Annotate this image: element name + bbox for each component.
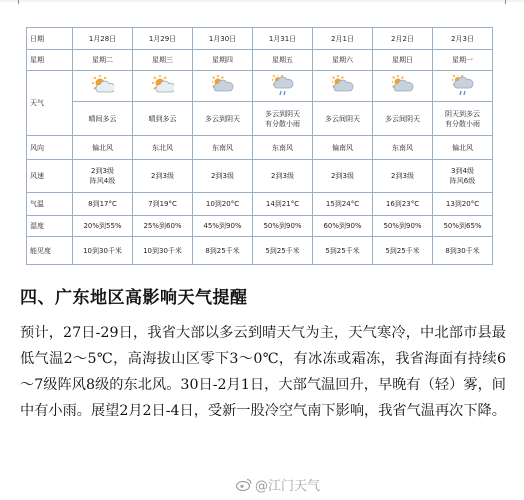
weather-icon-cell [73,71,133,102]
humidity-cell: 60%到90% [313,216,373,237]
wind-direction-cell: 东南风 [253,136,313,160]
temperature-row-label: 气温 [27,193,73,216]
wind-direction-cell: 东北风 [133,136,193,160]
weather-desc-cell-line: 多云间阴天 [325,114,360,123]
wind-speed-cell-line: 2到3级 [271,172,294,180]
date-cell: 2月2日 [373,28,433,50]
cloud-rain-icon [452,75,474,97]
date-row-label: 日期 [27,28,73,50]
weekday-cell: 星期一 [433,50,493,71]
wind-speed-cell-line: 2到3级 [211,172,234,180]
date-cell: 2月3日 [433,28,493,50]
temperature-cell: 8到17°C [73,193,133,216]
weibo-watermark [236,475,320,494]
humidity-cell: 50%到90% [373,216,433,237]
visibility-row [27,237,493,265]
weather-icon-cell [193,71,253,102]
weather-row-label: 天气 [27,71,73,136]
humidity-cell: 45%到90% [193,216,253,237]
weather-desc-cell-line: 有分散小雨 [445,119,480,128]
temperature-cell: 15到24°C [313,193,373,216]
humidity-cell: 20%到55% [73,216,133,237]
cloud-sun-icon [212,75,234,97]
weather-desc-cell-line: 有分散小雨 [265,119,300,128]
wind-direction-row [27,136,493,160]
weather-desc-cell [73,102,133,136]
date-cell: 1月31日 [253,28,313,50]
cloud-rain-icon [272,75,294,97]
visibility-cell: 5到25千米 [313,237,373,265]
wind-speed-cell [253,160,313,193]
weekday-cell: 星期二 [73,50,133,71]
wind-speed-cell-line: 2到3级 [91,167,114,175]
weather-icon-cell [253,71,313,102]
weather-desc-cell [433,102,493,136]
weather-desc-cell-line: 多云间阴天 [385,114,420,123]
wind-speed-cell [193,160,253,193]
date-cell: 1月28日 [73,28,133,50]
weekday-cell: 星期六 [313,50,373,71]
weather-desc-cell-line: 阴天到多云 [445,109,480,118]
weather-desc-cell [193,102,253,136]
weather-desc-cell-line: 晴间多云 [88,114,117,123]
cloud-sun-icon [332,75,354,97]
forecast-paragraph: 预计，27日-29日，我省大部以多云到晴天气为主，天气寒冷，中北部市县最低气温2～5℃，高海拔山区零下3～0℃，有冰冻或霜冻，我省海面有持续6～7级阵风8级的东北风。30日-2月1日，大部气温回升，早晚有（轻）雾，间中有小雨。展望2月2日-4日，受新一股冷空气南下影响，我省气温再次下降。 [20,325,506,419]
watermark-text: @江门天气 [255,479,321,494]
weekday-cell: 星期五 [253,50,313,71]
humidity-row [27,216,493,237]
section-heading: 四、广东地区高影响天气提醒 [20,288,248,308]
crop-mark-right [505,0,506,4]
visibility-cell: 10到30千米 [133,237,193,265]
temperature-cell: 13到20°C [433,193,493,216]
weather-desc-cell-line: 多云到阴天 [205,114,240,123]
wind-direction-cell: 东南风 [373,136,433,160]
wind-speed-cell-line: 2到3级 [151,172,174,180]
weekday-row [27,50,493,71]
wind-direction-cell: 偏北风 [433,136,493,160]
weather-icon-cell [133,71,193,102]
visibility-cell: 10到30千米 [73,237,133,265]
temperature-cell: 16到23°C [373,193,433,216]
wind-speed-row-label: 风速 [27,160,73,193]
weather-icon-cell [313,71,373,102]
visibility-cell: 8到25千米 [193,237,253,265]
visibility-cell: 5到25千米 [253,237,313,265]
wind-speed-cell-line: 2到3级 [331,172,354,180]
sun-cloud-icon [92,75,114,97]
temperature-cell: 14到21°C [253,193,313,216]
weekday-cell: 星期日 [373,50,433,71]
humidity-cell: 50%到65% [433,216,493,237]
temperature-cell: 7到19°C [133,193,193,216]
weather-desc-cell [253,102,313,136]
weather-forecast-table [26,27,493,265]
cloud-sun-icon [392,75,414,97]
wind-direction-cell: 东南风 [193,136,253,160]
weekday-cell: 星期三 [133,50,193,71]
weather-icon-cell [373,71,433,102]
weather-desc-cell [373,102,433,136]
temperature-row [27,193,493,216]
wind-speed-cell [133,160,193,193]
date-cell: 1月30日 [193,28,253,50]
date-cell: 2月1日 [313,28,373,50]
weather-desc-cell-line: 晴到多云 [148,114,177,123]
wind-speed-cell [373,160,433,193]
wind-direction-cell: 偏南风 [313,136,373,160]
wind-speed-cell-line: 阵风4级 [89,177,116,185]
weather-icon-row [27,71,493,102]
visibility-row-label: 能见度 [27,237,73,265]
crop-mark-left [18,0,19,4]
weather-desc-cell [313,102,373,136]
sun-cloud-icon [152,75,174,97]
wind-direction-row-label: 风向 [27,136,73,160]
weather-desc-row [27,102,493,136]
humidity-row-label: 湿度 [27,216,73,237]
date-cell: 1月29日 [133,28,193,50]
wind-speed-cell [73,160,133,193]
humidity-cell: 50%到90% [253,216,313,237]
humidity-cell: 25%到60% [133,216,193,237]
wind-speed-cell-line: 阵风6级 [449,177,476,185]
temperature-cell: 10到20°C [193,193,253,216]
date-row [27,28,493,50]
weather-icon-cell [433,71,493,102]
wind-speed-cell-line: 3到4级 [451,167,474,175]
wind-speed-cell [433,160,493,193]
weather-desc-cell-line: 多云到阴天 [265,109,300,118]
weibo-logo-icon [236,478,252,491]
visibility-cell: 8到30千米 [433,237,493,265]
wind-speed-row [27,160,493,193]
weekday-row-label: 星期 [27,50,73,71]
wind-speed-cell-line: 2到3级 [391,172,414,180]
wind-speed-cell [313,160,373,193]
page-top-edge [0,0,524,2]
visibility-cell: 5到25千米 [373,237,433,265]
weather-desc-cell [133,102,193,136]
weekday-cell: 星期四 [193,50,253,71]
wind-direction-cell: 偏北风 [73,136,133,160]
